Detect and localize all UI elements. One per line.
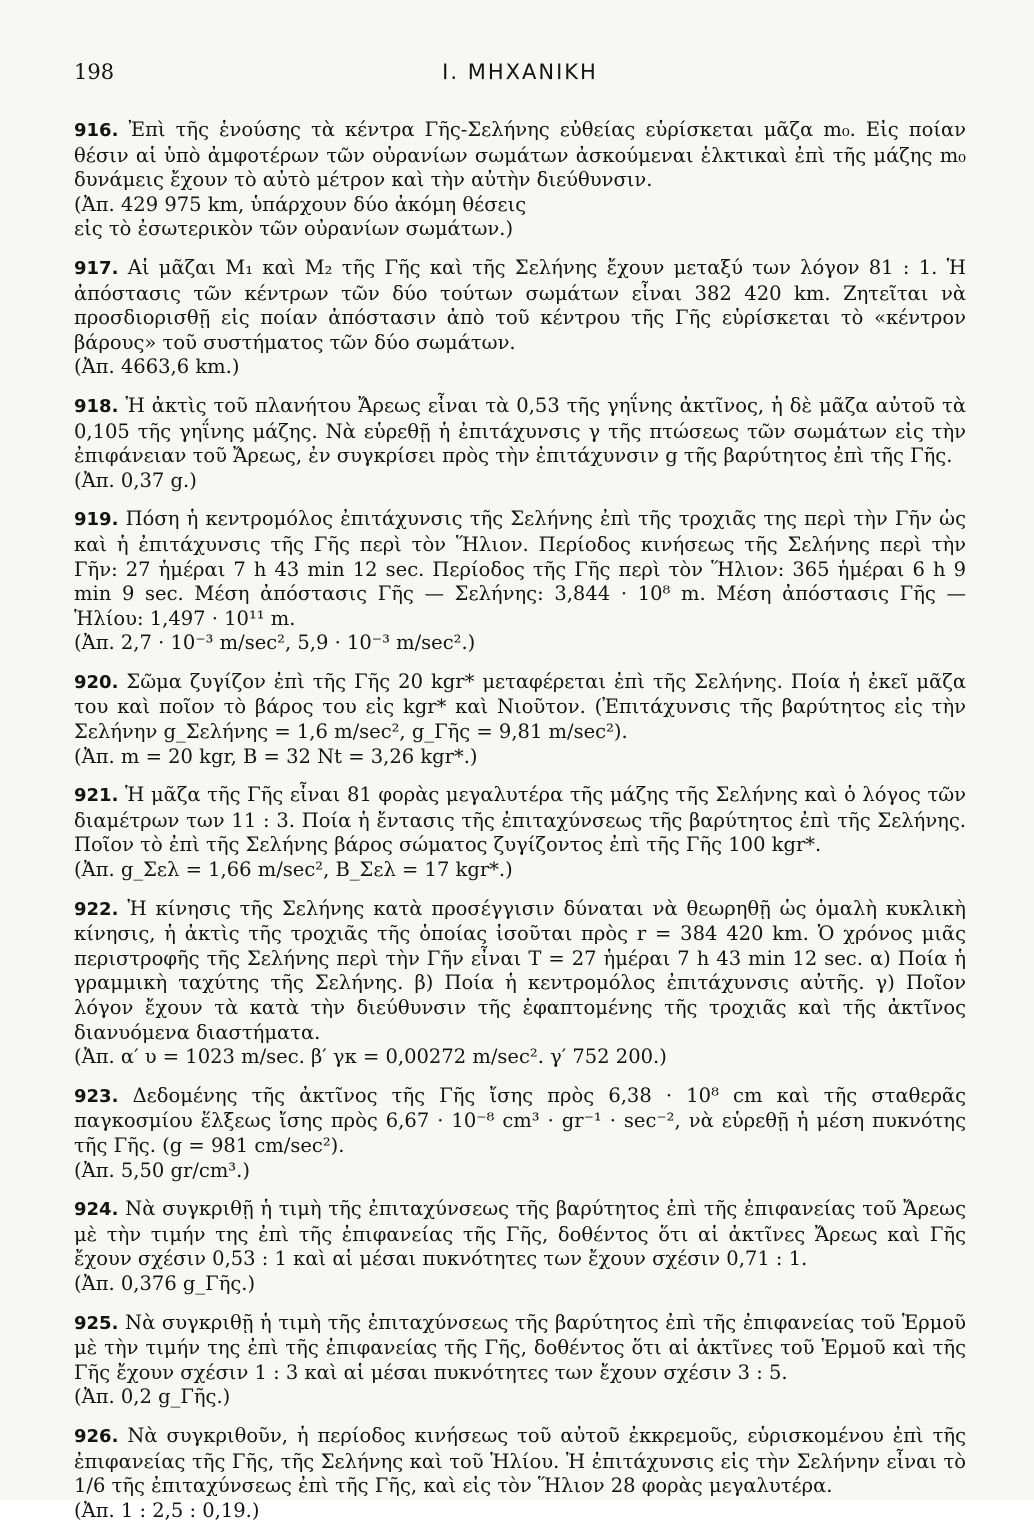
problem-number: 925.: [74, 1312, 119, 1334]
problem-924: [74, 1197, 966, 1296]
problem-text: [74, 256, 966, 355]
problem-917: [74, 256, 966, 380]
problem-body: Ἡ μᾶζα τῆς Γῆς εἶναι 81 φορὰς μεγαλυτέρα τῆς μάζης τῆς Σελήνης καὶ ὁ λόγος τῶν διαμέτρων των 11 : 3. Ποία ἡ ἔντασις τῆς ἐπιταχύνσεως τῆς βαρύτητος ἐπὶ τῆς Σελήνης. Ποῖον τὸ ἐπὶ τῆς Σελήνης βάρος σώματος ζυγίζοντος ἐπὶ τῆς Γῆς 100 kgr*.: [74, 783, 966, 857]
problem-body: Δεδομένης τῆς ἀκτῖνος τῆς Γῆς ἴσης πρὸς 6,38 · 10⁸ cm καὶ τῆς σταθερᾶς παγκοσμίου ἕλξεως ἴσης πρὸς 6,67 · 10⁻⁸ cm³ · gr⁻¹ · sec⁻², νὰ εὑρεθῇ ἡ μέση πυκνότης τῆς Γῆς. (g = 981 cm/sec²).: [74, 1083, 967, 1157]
problem-number: 916.: [74, 120, 119, 141]
problem-text: [74, 897, 966, 1046]
problem-text: [74, 507, 966, 631]
problem-925: [74, 1311, 966, 1410]
problem-body: Νὰ συγκριθῇ ἡ τιμὴ τῆς ἐπιταχύνσεως τῆς βαρύτητος ἐπὶ τῆς ἐπιφανείας τοῦ Ἑρμοῦ μὲ τὴν τιμήν της ἐπὶ τῆς ἐπιφανείας τῆς Γῆς, δοθέντος ὅτι αἱ ἀκτῖνες τοῦ Ἑρμοῦ καὶ τῆς Γῆς ἔχουν σχέσιν 1 : 3 καὶ αἱ μέσαι πυκνότητες των ἔχουν σχέσιν 3 : 5.: [74, 1310, 966, 1384]
page-header: [74, 60, 966, 90]
problem-number: 917.: [74, 257, 119, 279]
problem-text: [74, 783, 966, 858]
problem-answer: (Ἀπ. g_Σελ = 1,66 m/sec², B_Σελ = 17 kgr*.): [74, 858, 513, 882]
problem-body: Ἡ κίνησις τῆς Σελήνης κατὰ προσέγγισιν δύναται νὰ θεωρηθῇ ὡς ὁμαλὴ κυκλικὴ κίνησις, ἡ ἀκτὶς τῆς τροχιᾶς τῆς ὁποίας ἰσοῦται πρὸς r = 384 420 km. Ὁ χρόνος μιᾶς περιστροφῆς τῆς Σελήνης περὶ τὴν Γῆν εἶναι T = 27 ἡμέραι 7 h 43 min 12 sec. α) Ποία ἡ γραμμικὴ ταχύτης τῆς Σελήνης. β) Ποία ἡ κεντρομόλος ἐπιτάχυνσις αὐτῆς. γ) Ποῖον λόγον ἔχουν τὰ κατὰ τὴν διεύθυνσιν τῆς ἐφαπτομένης τῆς τροχιᾶς καὶ τῆς ἀκτῖνος διανυόμενα διαστήματα.: [74, 896, 966, 1044]
problem-answer-continued: εἰς τὸ ἐσωτερικὸν τῶν οὐρανίων σωμάτων.): [74, 217, 514, 241]
problem-answer: (Ἀπ. 5,50 gr/cm³.): [74, 1158, 250, 1182]
problem-920: [74, 670, 966, 769]
problem-number: 919.: [74, 509, 119, 531]
problem-926: [74, 1424, 966, 1523]
problem-number: 926.: [74, 1425, 119, 1447]
problem-body: Ἐπὶ τῆς ἑνούσης τὰ κέντρα Γῆς-Σελήνης εὐθείας εὑρίσκεται μᾶζα m₀. Εἰς ποίαν θέσιν αἱ ὑπὸ ἀμφοτέρων τῶν οὐρανίων σωμάτων ἀσκούμεναι ἑλκτικαὶ ἐπὶ τῆς μάζης m₀ δυνάμεις ἔχουν τὸ αὐτὸ μέτρον καὶ τὴν αὐτὴν διεύθυνσιν.: [74, 118, 966, 192]
problem-text: [74, 394, 966, 469]
problem-answer: (Ἀπ. 1 : 2,5 : 0,19.): [74, 1498, 260, 1522]
problem-number: 918.: [74, 395, 119, 417]
problem-answer: (Ἀπ. m = 20 kgr, B = 32 Nt = 3,26 kgr*.): [74, 744, 478, 768]
problem-921: [74, 783, 966, 882]
problem-body: Νὰ συγκριθοῦν, ἡ περίοδος κινήσεως τοῦ αὐτοῦ ἐκκρεμοῦς, εὑρισκομένου ἐπὶ τῆς ἐπιφανείας τῆς Γῆς, τῆς Σελήνης καὶ τοῦ Ἡλίου. Ἡ ἐπιτάχυνσις εἰς τὴν Σελήνην εἶναι τὸ 1/6 τῆς ἐπιταχύνσεως ἐπὶ τῆς Γῆς, καὶ εἰς τὸν Ἥλιον 28 φορὰς μεγαλυτέρα.: [74, 1423, 966, 1498]
problem-number: 923.: [74, 1085, 119, 1107]
problem-923: [74, 1084, 966, 1183]
problem-916: [74, 118, 966, 242]
problem-answer: (Ἀπ. 2,7 · 10⁻³ m/sec², 5,9 · 10⁻³ m/sec².): [74, 631, 476, 655]
problem-answer: (Ἀπ. α′ υ = 1023 m/sec. β′ γκ = 0,00272 m/sec². γ′ 752 200.): [74, 1045, 667, 1069]
problem-body: Νὰ συγκριθῇ ἡ τιμὴ τῆς ἐπιταχύνσεως τῆς βαρύτητος ἐπὶ τῆς ἐπιφανείας τοῦ Ἄρεως μὲ τὴν τιμήν της ἐπὶ τῆς ἐπιφανείας τῆς Γῆς, δοθέντος ὅτι αἱ ἀκτῖνες Ἄρεως καὶ Γῆς ἔχουν σχέσιν 0,53 : 1 καὶ αἱ μέσαι πυκνότητες των ἔχουν σχέσιν 0,71 : 1.: [74, 1197, 966, 1271]
problem-answer: (Ἀπ. 0,376 g_Γῆς.): [74, 1271, 256, 1295]
problem-number: 921.: [74, 785, 119, 807]
problem-number: 922.: [74, 898, 119, 920]
chapter-title: Ι. ΜΗΧΑΝΙΚΗ: [442, 60, 598, 84]
problem-918: [74, 394, 966, 493]
problem-text: [74, 670, 966, 745]
problem-body: Ἡ ἀκτὶς τοῦ πλανήτου Ἄρεως εἶναι τὰ 0,53 τῆς γηΐνης ἀκτῖνος, ἡ δὲ μᾶζα αὐτοῦ τὰ 0,105 τῆς γηΐνης μάζης. Νὰ εὑρεθῇ ἡ ἐπιτάχυνσις γ τῆς πτώσεως τῶν σωμάτων εἰς τὴν ἐπιφάνειαν τοῦ Ἄρεως, ἐν συγκρίσει πρὸς τὴν ἐπιτάχυνσιν g τῆς βαρύτητος ἐπὶ τῆς Γῆς.: [74, 393, 966, 468]
problem-text: [74, 1311, 966, 1386]
page-number: 198: [74, 60, 115, 84]
problem-text: [74, 118, 966, 193]
problem-body: Σῶμα ζυγίζον ἐπὶ τῆς Γῆς 20 kgr* μεταφέρεται ἐπὶ τῆς Σελήνης. Ποία ἡ ἐκεῖ μᾶζα του καὶ ποῖον τὸ βάρος του εἰς kgr* καὶ Νιοῦτον. (Ἐπιτάχυνσις τῆς βαρύτητος εἰς τὴν Σελήνην g_Σελήνης = 1,6 m/sec², g_Γῆς = 9,81 m/sec²).: [74, 669, 966, 744]
problem-answer: (Ἀπ. 0,2 g_Γῆς.): [74, 1385, 231, 1409]
problem-text: [74, 1424, 966, 1499]
problem-919: [74, 507, 966, 656]
problem-answer: (Ἀπ. 0,37 g.): [74, 468, 197, 492]
problem-body: Αἱ μᾶζαι M₁ καὶ M₂ τῆς Γῆς καὶ τῆς Σελήνης ἔχουν μεταξύ των λόγον 81 : 1. Ἡ ἀπόστασις τῶν κέντρων τῶν δύο τούτων σωμάτων εἶναι 382 420 km. Ζητεῖται νὰ προσδιορισθῇ εἰς ποίαν ἀπόστασιν ἀπὸ τοῦ κέντρου τῆς Γῆς εὑρίσκεται τὸ «κέντρον βάρους» τοῦ συστήματος τῶν δύο σωμάτων.: [74, 255, 967, 354]
problem-number: 924.: [74, 1199, 119, 1221]
problem-body: Πόση ἡ κεντρομόλος ἐπιτάχυνσις τῆς Σελήνης ἐπὶ τῆς τροχιᾶς της περὶ τὴν Γῆν ὡς καὶ ἡ ἐπιτάχυνσις τῆς Γῆς περὶ τὸν Ἥλιον. Περίοδος κινήσεως τῆς Σελήνης περὶ τὴν Γῆν: 27 ἡμέραι 7 h 43 min 12 sec. Περίοδος τῆς Γῆς περὶ τὸν Ἥλιον: 365 ἡμέραι 6 h 9 min 9 sec. Μέση ἀπόστασις Γῆς — Σελήνης: 3,844 · 10⁸ m. Μέση ἀπόστασις Γῆς — Ἡλίου: 1,497 · 10¹¹ m.: [74, 507, 966, 630]
problem-answer: (Ἀπ. 4663,6 km.): [74, 355, 240, 379]
problem-number: 920.: [74, 671, 119, 693]
problem-text: [74, 1197, 966, 1272]
problem-answer: (Ἀπ. 429 975 km, ὑπάρχουν δύο ἀκόμη θέσεις: [74, 192, 527, 216]
problems-list: [74, 118, 966, 1537]
problem-922: [74, 897, 966, 1070]
problem-text: [74, 1084, 966, 1159]
